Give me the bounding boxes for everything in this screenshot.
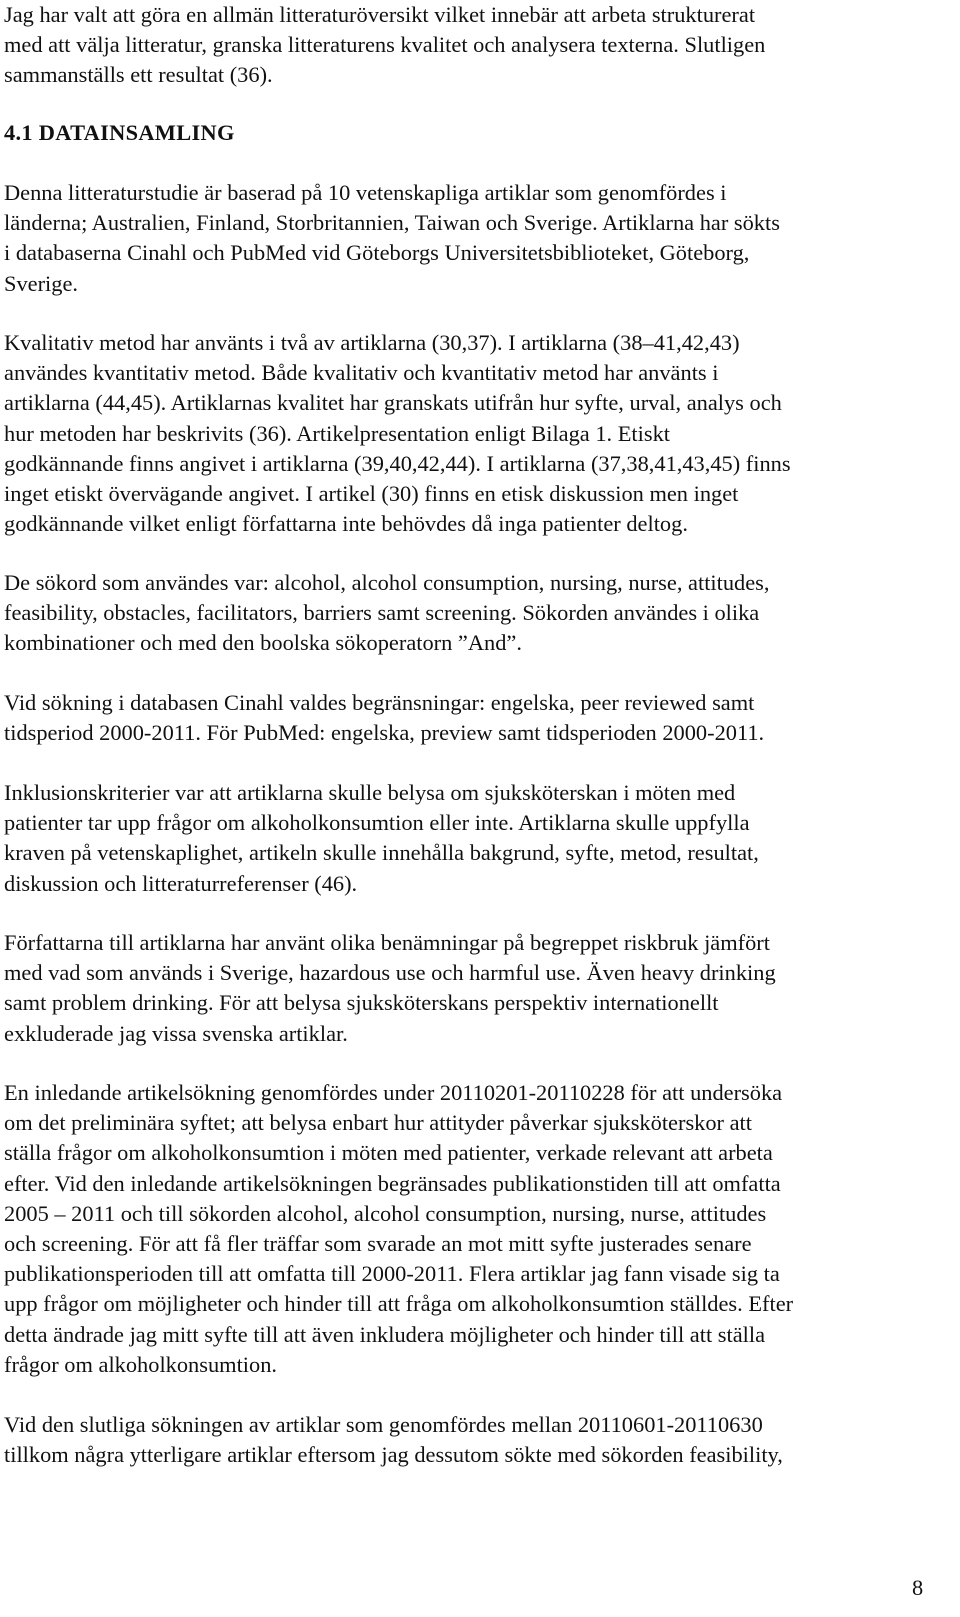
text-line: användes kvantitativ metod. Både kvalitativ och kvantitativ metod har använts i (4, 360, 719, 386)
paragraph-search-terms (4, 568, 939, 659)
page-number: 8 (912, 1575, 924, 1600)
text-line: Kvalitativ metod har använts i två av artiklarna (30,37). I artiklarna (38–41,42,43) (4, 330, 740, 355)
text-line: Jag har valt att göra en allmän litteraturöversikt vilket innebär att arbeta strukturerat (4, 2, 756, 27)
text-line: samt problem drinking. För att belysa sjuksköterskans perspektiv internationellt (4, 990, 719, 1016)
text-line: Författarna till artiklarna har använt olika benämningar på begreppet riskbruk jämfört (4, 930, 770, 955)
text-line: sammanställs ett resultat (36). (4, 62, 273, 88)
paragraph-initial-search (4, 1078, 939, 1380)
paragraph-final-search (4, 1410, 939, 1470)
text-line: tillkom några ytterligare artiklar eftersom jag dessutom sökte med sökorden feasibility, (4, 1442, 783, 1468)
text-line: och screening. För att få fler träffar som svarade an mot mitt syfte justerades senare (4, 1231, 752, 1257)
text-line: efter. Vid den inledande artikelsökningen begränsades publikationstiden till att omfatta (4, 1170, 781, 1196)
text-line: patienter tar upp frågor om alkoholkonsumtion eller inte. Artiklarna skulle uppfylla (4, 810, 750, 836)
text-line: exkluderade jag vissa svenska artiklar. (4, 1020, 348, 1046)
text-line: De sökord som användes var: alcohol, alcohol consumption, nursing, nurse, attitudes, (4, 570, 770, 595)
text-line: Vid den slutliga sökningen av artiklar som genomfördes mellan 20110601-20110630 (4, 1412, 763, 1437)
text-line: ställa frågor om alkoholkonsumtion i möten med patienter, verkade relevant att arbeta (4, 1140, 773, 1166)
text-line: frågor om alkoholkonsumtion. (4, 1351, 278, 1377)
text-line: diskussion och litteraturreferenser (46). (4, 870, 358, 896)
text-line: detta ändrade jag mitt syfte till att även inkludera möjligheter och hinder till att ställa (4, 1321, 766, 1347)
text-line: om det preliminära syftet; att belysa enbart hur attityder påverkar sjuksköterskor att (4, 1110, 752, 1136)
text-line: tidsperiod 2000-2011. För PubMed: engelska, preview samt tidsperioden 2000-2011. (4, 720, 765, 746)
text-line: kombinationer och med den boolska sökoperatorn ”And”. (4, 630, 522, 656)
text-line: En inledande artikelsökning genomfördes under 20110201-20110228 för att undersöka (4, 1080, 783, 1105)
text-line: artiklarna (44,45). Artiklarnas kvalitet har granskats utifrån hur syfte, urval, analys och (4, 390, 782, 416)
text-line: kraven på vetenskaplighet, artikeln skulle innehålla bakgrund, syfte, metod, resultat, (4, 840, 759, 866)
text-line: Denna litteraturstudie är baserad på 10 vetenskapliga artiklar som genomfördes i (4, 180, 727, 205)
text-line: Sverige. (4, 270, 78, 296)
paragraph-methods (4, 328, 939, 539)
text-line: 2005 – 2011 och till sökorden alcohol, alcohol consumption, nursing, nurse, attitudes (4, 1200, 767, 1226)
intro-paragraph (4, 0, 939, 91)
text-line: feasibility, obstacles, facilitators, barriers samt screening. Sökorden användes i olika (4, 600, 760, 626)
text-line: inget etiskt övervägande angivet. I artikel (30) finns en etisk diskussion men inget (4, 481, 739, 507)
text-line: med att välja litteratur, granska litteraturens kvalitet och analysera texterna. Slutligen (4, 32, 766, 58)
text-line: godkännande vilket enligt författarna inte behövdes då inga patienter deltog. (4, 511, 688, 537)
text-line: godkännande finns angivet i artiklarna (39,40,42,44). I artiklarna (37,38,41,43,45) finns (4, 450, 791, 476)
paragraph-limitations (4, 688, 939, 748)
text-line: Inklusionskriterier var att artiklarna skulle belysa om sjuksköterskan i möten med (4, 780, 736, 805)
paragraph-terminology (4, 928, 939, 1049)
text-line: upp frågor om möjligheter och hinder till att fråga om alkoholkonsumtion ställdes. Efter (4, 1291, 794, 1317)
text-line: hur metoden har beskrivits (36). Artikelpresentation enligt Bilaga 1. Etiskt (4, 420, 670, 446)
text-line: publikationsperioden till att omfatta till 2000-2011. Flera artiklar jag fann visade sig ta (4, 1261, 780, 1287)
section-heading: 4.1 DATAINSAMLING (4, 120, 235, 145)
text-line: Vid sökning i databasen Cinahl valdes begränsningar: engelska, peer reviewed samt (4, 690, 755, 715)
text-line: länderna; Australien, Finland, Storbritannien, Taiwan och Sverige. Artiklarna har sökts (4, 210, 780, 236)
paragraph-sources (4, 178, 939, 299)
text-line: i databaserna Cinahl och PubMed vid Göteborgs Universitetsbiblioteket, Göteborg, (4, 240, 750, 266)
text-line: med vad som används i Sverige, hazardous use och harmful use. Även heavy drinking (4, 960, 776, 986)
paragraph-inclusion-criteria (4, 778, 939, 899)
